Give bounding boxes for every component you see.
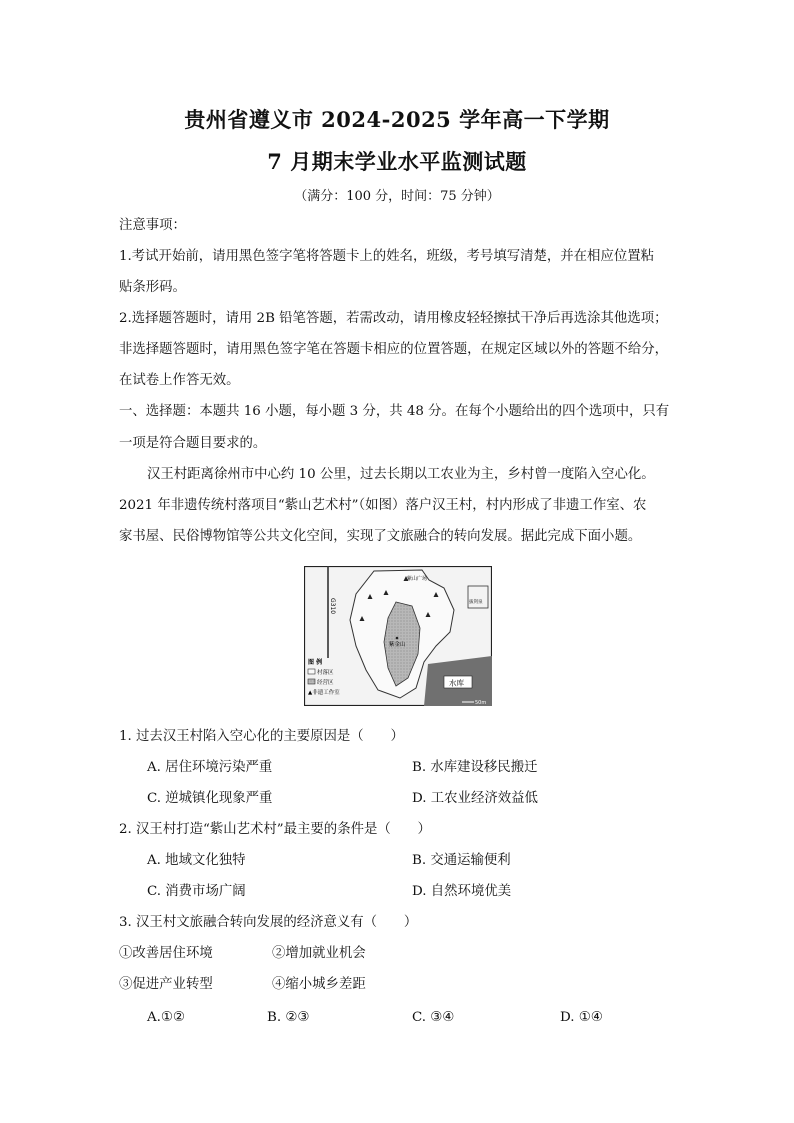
scale-label: 50m bbox=[475, 700, 487, 706]
notice-line-3: 2.选择题答题时，请用 2B 铅笔答题，若需改动，请用橡皮轻轻擦拭干净后再选涂其他选项； bbox=[119, 311, 668, 326]
question-2-option-d: D. 自然环境优美 bbox=[412, 884, 512, 899]
legend-village-swatch bbox=[308, 669, 315, 674]
legend-scenic-label: 经营区 bbox=[317, 680, 334, 686]
legend-studio-label: ▲非遗工作室 bbox=[308, 690, 340, 696]
passage-line-2: 2021 年非遗传统村落项目“紫山艺术村”（如图）落户汉王村，村内形成了非遗工作室、农 bbox=[119, 498, 647, 513]
notice-line-5: 在试卷上作答无效。 bbox=[119, 373, 240, 388]
question-1-option-b: B. 水库建设移民搬迁 bbox=[412, 760, 538, 775]
question-1-option-d: D. 工农业经济效益低 bbox=[412, 791, 538, 806]
question-3-item-1: ①改善居住环境 bbox=[119, 946, 213, 961]
notice-line-2: 贴条形码。 bbox=[119, 280, 186, 295]
legend-village-label: 村落区 bbox=[317, 670, 334, 676]
question-2-option-a: A. 地域文化独特 bbox=[147, 853, 246, 868]
mountain-peak-marker bbox=[396, 637, 399, 640]
legend-scenic-swatch bbox=[308, 679, 315, 684]
square-label: 紫山广场 bbox=[407, 576, 428, 582]
notice-line-1: 1.考试开始前，请用黑色签字笔将答题卡上的姓名，班级，考号填写清楚，并在相应位置粘 bbox=[119, 249, 655, 264]
question-1-stem: 1. 过去汉王村陷入空心化的主要原因是（ ） bbox=[119, 729, 404, 744]
question-3-stem: 3. 汉王村文旅融合转向发展的经济意义有（ ） bbox=[119, 915, 418, 930]
road-label: G310 bbox=[329, 598, 336, 615]
question-3-option-a: A.①② bbox=[147, 1010, 185, 1025]
section-heading-line-1: 一、选择题：本题共 16 小题，每小题 3 分，共 48 分。在每个小题给出的四个选项中，只有 bbox=[119, 404, 670, 419]
exam-title-line2: 7 月期末学业水平监测试题 bbox=[267, 149, 527, 174]
question-3-item-4: ④缩小城乡差距 bbox=[272, 977, 366, 992]
question-2-option-b: B. 交通运输便利 bbox=[412, 853, 511, 868]
legend-title: 图 例 bbox=[308, 659, 323, 666]
mountain-label: 紫金山 bbox=[389, 642, 406, 648]
exam-subtitle: （满分：100 分，时间：75 分钟） bbox=[294, 189, 500, 204]
question-2-option-c: C. 消费市场广阔 bbox=[147, 884, 246, 899]
village-map-figure bbox=[304, 566, 492, 706]
question-3-option-d: D. ①④ bbox=[560, 1010, 603, 1025]
question-2-stem: 2. 汉王村打造“紫山艺术村”最主要的条件是（ ） bbox=[119, 822, 431, 837]
question-3-option-b: B. ②③ bbox=[267, 1010, 310, 1025]
question-1-option-a: A. 居住环境污染严重 bbox=[147, 760, 273, 775]
passage-line-3: 家书屋、民俗博物馆等公共文化空间，实现了文旅融合的转向发展。据此完成下面小题。 bbox=[119, 529, 642, 544]
question-3-item-3: ③促进产业转型 bbox=[119, 977, 213, 992]
notice-heading: 注意事项： bbox=[119, 218, 186, 233]
question-3-option-c: C. ③④ bbox=[412, 1010, 455, 1025]
site-label: 拔剑泉 bbox=[469, 600, 483, 605]
notice-line-4: 非选择题答题时，请用黑色签字笔在答题卡相应的位置答题，在规定区域以外的答题不给分， bbox=[119, 342, 669, 357]
question-3-item-2: ②增加就业机会 bbox=[272, 946, 366, 961]
reservoir-label: 水库 bbox=[449, 678, 464, 688]
section-heading-line-2: 一项是符合题目要求的。 bbox=[119, 436, 267, 451]
passage-line-1: 汉王村距离徐州市中心约 10 公里，过去长期以工农业为主，乡村曾一度陷入空心化。 bbox=[147, 467, 655, 482]
question-1-option-c: C. 逆城镇化现象严重 bbox=[147, 791, 273, 806]
exam-title-line1: 贵州省遵义市 2024-2025 学年高一下学期 bbox=[184, 107, 610, 132]
